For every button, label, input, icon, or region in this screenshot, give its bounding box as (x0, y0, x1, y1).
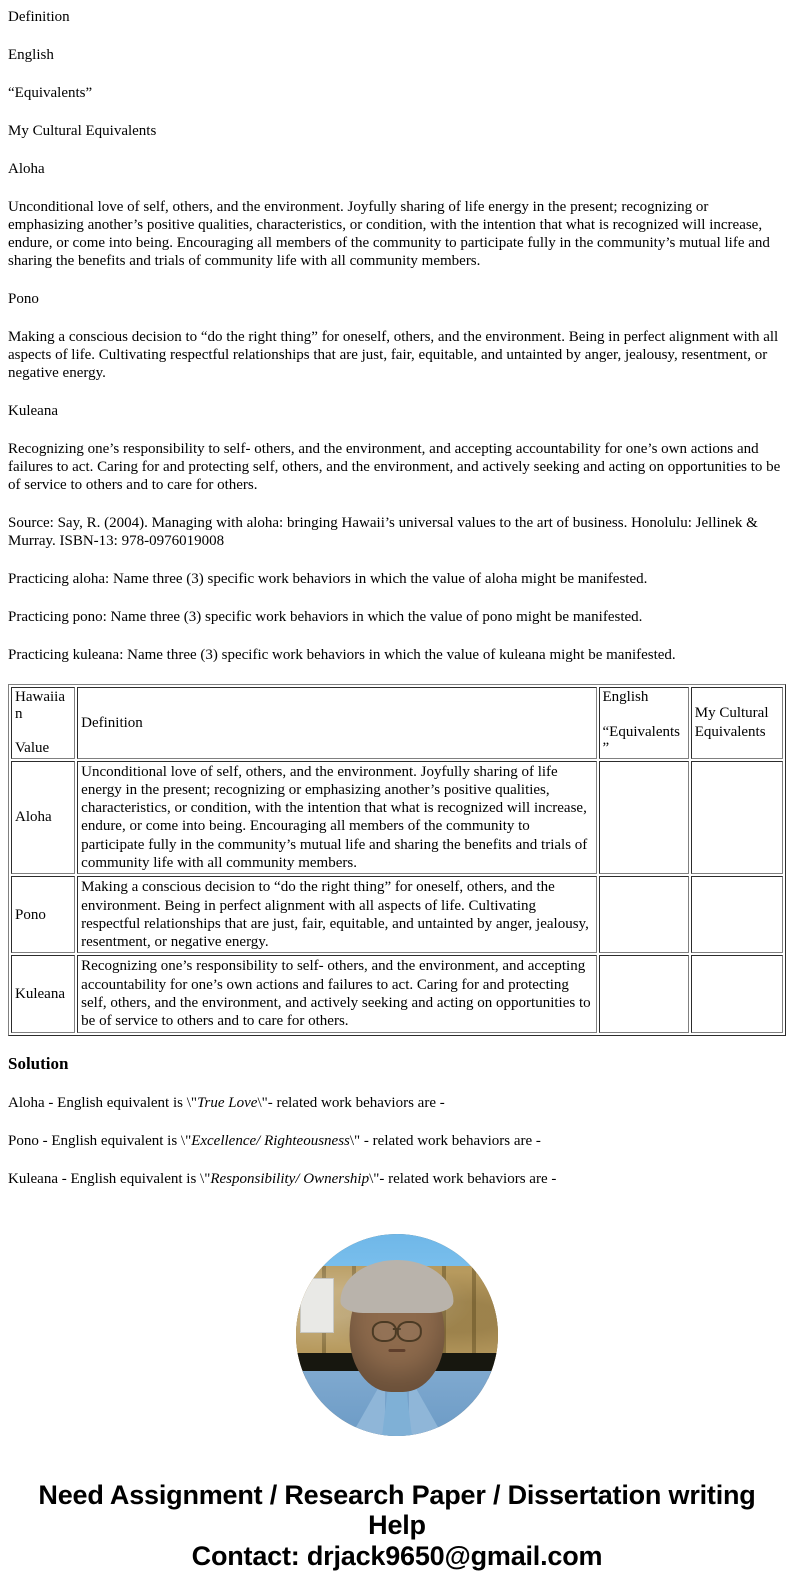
table-row (11, 955, 783, 1032)
table-row (11, 876, 783, 953)
solution-line-pono (8, 1132, 786, 1150)
kuleana-definition-paragraph (8, 440, 786, 494)
cell-hawaiian-value: Kuleana (11, 955, 75, 1032)
intro-line-english (8, 46, 786, 64)
source-citation (8, 514, 786, 550)
avatar-container (8, 1234, 786, 1436)
column-header-english-equivalents (599, 687, 689, 759)
column-header-my-cultural-equivalents: My Cultural Equivalents (691, 687, 783, 759)
intro-line-my-cultural-equivalents (8, 122, 786, 140)
kuleana-definition-text: Recognizing one’s responsibility to self- others, and the environment, and accepting accountability for one’s own actions and failures to act. Caring for and protecting self, others, and the environment, and actively seeking and acting on opportunities to be of service to others and to care for others. (8, 441, 781, 493)
footer-line-2: Contact: drjack9650@gmail.com (191, 1540, 603, 1571)
solution-emphasis: Excellence/ Righteousness (191, 1133, 350, 1150)
solution-line-aloha (8, 1094, 786, 1112)
cell-my-cultural-equivalent[interactable] (691, 761, 783, 875)
pono-definition-text: Making a conscious decision to “do the right thing” for oneself, others, and the environment. Being in perfect alignment with all aspects of life. Cultivating respectful relationships that are just, fair, equitable, and untainted by anger, jealousy, resentment, or negative energy. (8, 329, 779, 381)
column-header-definition: Definition (77, 687, 596, 759)
cell-my-cultural-equivalent[interactable] (691, 955, 783, 1032)
glasses-icon (372, 1321, 421, 1337)
cell-english-equivalent[interactable] (599, 955, 689, 1032)
prompt-practicing-kuleana (8, 646, 786, 664)
header-line-1: Hawaiian (15, 689, 65, 722)
prompt-practicing-pono (8, 608, 786, 626)
glasses-right-lens (397, 1321, 422, 1341)
prompt-text: Practicing kuleana: Name three (3) specific work behaviors in which the value of kuleana might be manifested. (8, 647, 676, 663)
solution-emphasis: True Love (197, 1095, 258, 1112)
solution-prefix: Pono - English equivalent is \" (8, 1133, 192, 1150)
header-line-2: “Equivalents” (602, 723, 680, 756)
hawaiian-values-table (8, 684, 786, 1036)
header-line-1: English (602, 689, 649, 705)
pono-label-text: Pono (8, 291, 39, 307)
intro-line-equivalents (8, 84, 786, 102)
solution-emphasis: Responsibility/ Ownership (210, 1171, 370, 1188)
solution-suffix: \"- related work behaviors are - (369, 1171, 557, 1188)
pono-definition-paragraph (8, 328, 786, 382)
intro-text: Definition (8, 9, 70, 25)
solution-prefix: Aloha - English equivalent is \" (8, 1095, 198, 1112)
cell-english-equivalent[interactable] (599, 876, 689, 953)
cell-definition: Unconditional love of self, others, and the environment. Joyfully sharing of life energy in the present; recognizing or emphasizing another’s positive qualities, characteristics, or condition, with the intention that what is recognized will increase, endure, or come into being. Encouraging all members of the community to participate fully in the community’s mutual life and sharing the benefits and trials of community life with all community members. (77, 761, 596, 875)
kuleana-label-paragraph (8, 402, 786, 420)
intro-text: Aloha (8, 161, 45, 177)
aloha-definition-text: Unconditional love of self, others, and the environment. Joyfully sharing of life energy in the present; recognizing or emphasizing another’s positive qualities, characteristics, or condition, with the intention that what is recognized will increase, endure, or come into being. Encouraging all members of the community to participate fully in the community’s mutual life and sharing the benefits and trials of community life with all community members. (8, 199, 770, 269)
pono-label-paragraph (8, 290, 786, 308)
solution-line-kuleana (8, 1170, 786, 1188)
glasses-left-lens (372, 1321, 397, 1341)
kuleana-label-text: Kuleana (8, 403, 58, 419)
cell-my-cultural-equivalent[interactable] (691, 876, 783, 953)
header-line-2: Value (15, 740, 50, 756)
intro-text: English (8, 47, 54, 63)
intro-line-definition (8, 8, 786, 26)
column-header-hawaiian-value (11, 687, 75, 759)
solution-prefix: Kuleana - English equivalent is \" (8, 1171, 211, 1188)
prompt-practicing-aloha (8, 570, 786, 588)
solution-suffix: \" - related work behaviors are - (349, 1133, 541, 1150)
footer-advert (8, 1480, 786, 1571)
cell-definition: Making a conscious decision to “do the right thing” for oneself, others, and the environment. Being in perfect alignment with all aspects of life. Cultivating respectful relationships that are just, fair, equitable, and untainted by anger, jealousy, resentment, or negative energy. (77, 876, 596, 953)
prompt-text: Practicing pono: Name three (3) specific work behaviors in which the value of pono might be manifested. (8, 609, 643, 625)
table-header-row (11, 687, 783, 759)
avatar (296, 1234, 498, 1436)
cell-hawaiian-value: Aloha (11, 761, 75, 875)
intro-text: “Equivalents” (8, 85, 93, 101)
cell-hawaiian-value: Pono (11, 876, 75, 953)
prompt-text: Practicing aloha: Name three (3) specific work behaviors in which the value of aloha might be manifested. (8, 571, 648, 587)
photo-wall-switch-panel (300, 1278, 334, 1333)
intro-line-aloha (8, 160, 786, 178)
intro-text: My Cultural Equivalents (8, 123, 157, 139)
cell-english-equivalent[interactable] (599, 761, 689, 875)
solution-heading: Solution (8, 1053, 69, 1073)
solution-suffix: \"- related work behaviors are - (257, 1095, 445, 1112)
aloha-definition-paragraph (8, 198, 786, 270)
cell-definition: Recognizing one’s responsibility to self- others, and the environment, and accepting accountability for one’s own actions and failures to act. Caring for and protecting self, others, and the environment, and actively seeking and acting on opportunities to be of service to others and to care for others. (77, 955, 596, 1032)
photo-mouth (389, 1349, 405, 1352)
table-row (11, 761, 783, 875)
footer-line-1: Need Assignment / Research Paper / Dissertation writing Help (38, 1480, 756, 1541)
source-text: Source: Say, R. (2004). Managing with aloha: bringing Hawaii’s universal values to the art of business. Honolulu: Jellinek & Murray. ISBN-13: 978-0976019008 (8, 515, 758, 549)
